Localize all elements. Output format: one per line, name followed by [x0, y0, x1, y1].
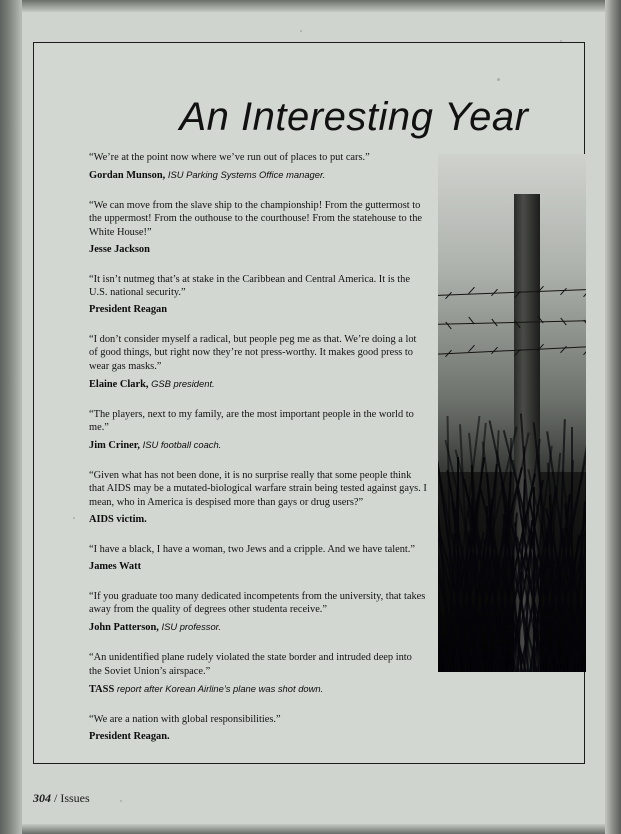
barbed-wire-fence-post-photo [438, 154, 586, 672]
quote-speaker: Jesse Jackson [89, 243, 150, 255]
quote-block [89, 713, 427, 743]
quote-speaker-role: report after Korean Airline’s plane was shot down. [116, 682, 324, 694]
quote-speaker: President Reagan [89, 304, 168, 316]
quote-block [89, 408, 427, 452]
scan-speck [497, 78, 500, 81]
quote-attribution [89, 303, 427, 316]
quote-attribution [89, 560, 427, 573]
quote-text: “An unidentified plane rudely violated the state border and intruded deep into the Soviet Union’s airspace.” [89, 652, 412, 677]
quote-attribution [89, 682, 427, 696]
quote-attribution [89, 168, 427, 182]
scan-speck [120, 800, 122, 802]
quote-text: “Given what has not been done, it is no surprise really that some people think that AIDS may be a mutated-biological warfare strain being tested against gays. I mean, who in America is despised more than gays or drug users?” [89, 470, 427, 508]
quote-attribution [89, 513, 427, 526]
quote-speaker: AIDS victim. [89, 513, 147, 525]
scan-speck [73, 517, 75, 519]
quote-text: “We can move from the slave ship to the championship! From the guttermost to the uppermost! From the outhouse to the courthouse! From the statehouse to the White House!” [89, 200, 423, 238]
page-folio [33, 791, 90, 806]
quote-speaker-role: ISU professor. [161, 621, 222, 633]
quote-attribution [89, 438, 427, 452]
quote-text: “We are a nation with global responsibilities.” [89, 713, 281, 725]
quote-block [89, 151, 427, 182]
quote-speaker: Elaine Clark, [89, 378, 149, 390]
quote-text: “We’re at the point now where we’ve run out of places to put cars.” [89, 152, 370, 163]
quote-block [89, 273, 427, 316]
page-title: An Interesting Year [179, 95, 529, 139]
quote-attribution [89, 243, 427, 256]
quote-speaker: President Reagan. [89, 731, 170, 743]
printed-page-frame [33, 42, 585, 764]
quote-block [89, 199, 427, 256]
quote-speaker: John Patterson, [89, 622, 159, 634]
quote-speaker-role: ISU Parking Systems Office manager. [167, 169, 326, 181]
quote-speaker-role: ISU football coach. [142, 439, 222, 451]
quote-text: “If you graduate too many dedicated incompetents from the university, that takes away from the quality of degrees other studenta receive.” [89, 591, 426, 616]
quote-text: “It isn’t nutmeg that’s at stake in the Caribbean and Central America. It is the U.S. national security.” [89, 273, 410, 299]
book-gutter-right [605, 0, 621, 834]
scan-speck [300, 30, 302, 32]
quote-speaker: James Watt [89, 561, 142, 573]
quote-speaker-role: GSB president. [151, 377, 215, 389]
folio-section: / Issues [54, 791, 90, 805]
page-edge-bottom [0, 824, 621, 834]
quote-list [89, 151, 427, 760]
quote-text: “I have a black, I have a woman, two Jews and a cripple. And we have talent.” [89, 543, 416, 555]
quote-attribution [89, 377, 427, 391]
quote-block [89, 651, 427, 695]
page-edge-top [0, 0, 621, 12]
quote-block [89, 543, 427, 573]
quote-block [89, 469, 427, 526]
quote-text: “The players, next to my family, are the most important people in the world to me.” [89, 408, 414, 434]
quote-speaker: Gordan Munson, [89, 170, 166, 182]
quote-block [89, 333, 427, 391]
scan-speck [560, 40, 562, 42]
book-gutter-left [0, 0, 22, 834]
quote-speaker: Jim Criner, [89, 440, 140, 452]
folio-number: 304 [33, 791, 51, 805]
quote-text: “I don’t consider myself a radical, but people peg me as that. We’re doing a lot of good things, but right now they’re not press-worthy. It makes good press to wear gas masks.” [89, 334, 417, 372]
quote-attribution [89, 620, 427, 634]
quote-speaker: TASS [89, 683, 115, 695]
quote-block [89, 590, 427, 634]
quote-attribution [89, 730, 427, 743]
